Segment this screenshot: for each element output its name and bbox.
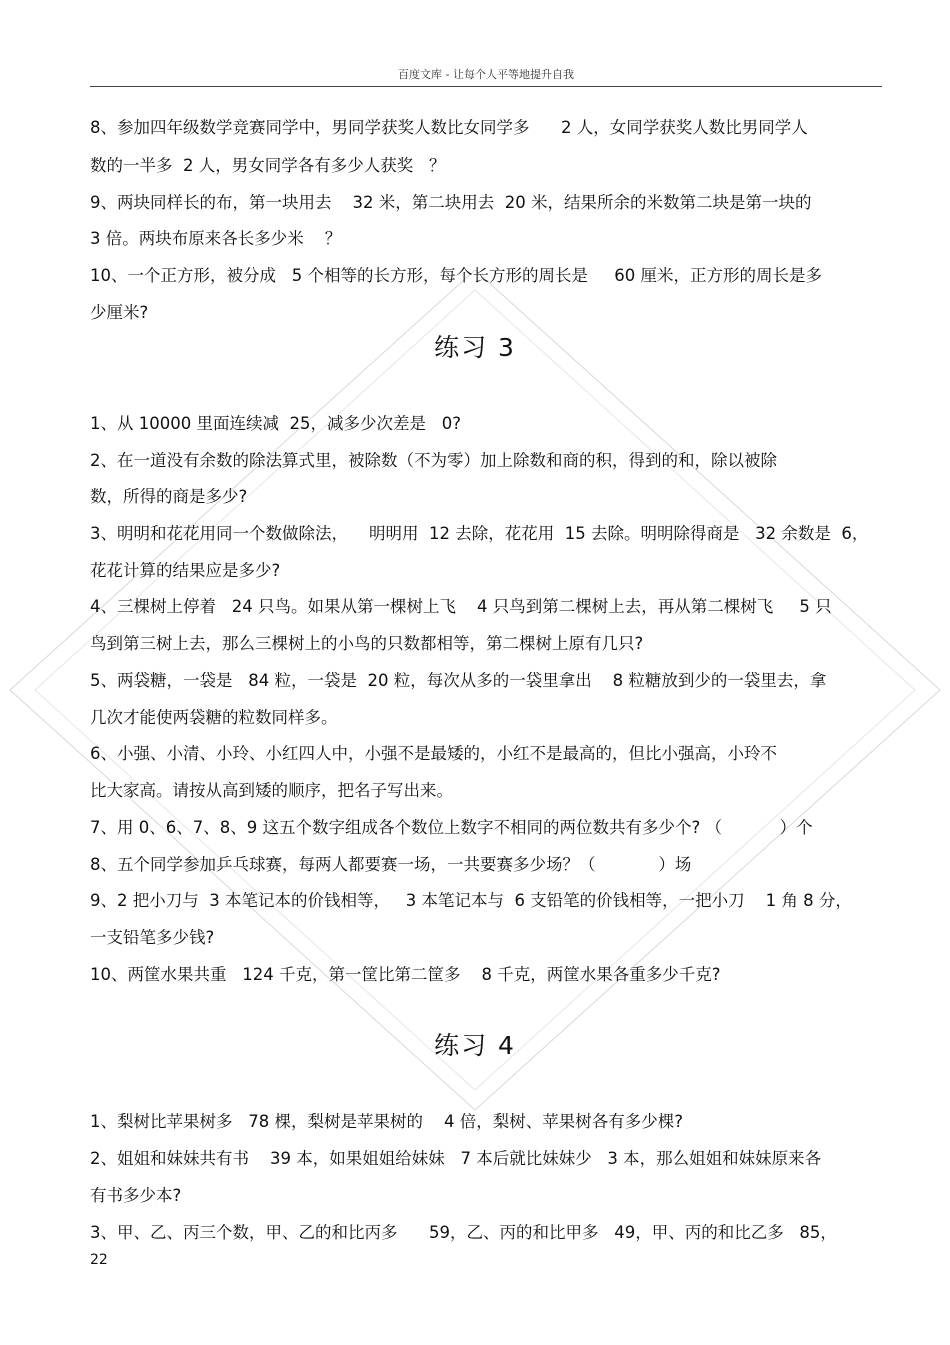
question-line: 10、两筐水果共重 124 千克，第一筐比第二筐多 8 千克，两筐水果各重多少千克? xyxy=(90,965,721,984)
question-line: 花花计算的结果应是多少? xyxy=(90,561,281,580)
question-line: 5、两袋糖，一袋是 84 粒，一袋是 20 粒，每次从多的一袋里拿出 8 粒糖放到少的一袋里去，拿 xyxy=(90,671,827,690)
page-number: 22 xyxy=(90,1252,108,1268)
question-line: 7、用 0、6、7、8、9 这五个数字组成各个数位上数字不相同的两位数共有多少个? （ ）个 xyxy=(90,818,813,837)
question-line: 比大家高。请按从高到矮的顺序，把名子写出来。 xyxy=(90,781,453,800)
question-line: 6、小强、小清、小玲、小红四人中，小强不是最矮的，小红不是最高的，但比小强高，小玲不 xyxy=(90,744,777,763)
running-header: 百度文库 - 让每个人平等地提升自我 xyxy=(398,68,574,81)
question-line: 9、两块同样长的布，第一块用去 32 米，第二块用去 20 米，结果所余的米数第二块是第一块的 xyxy=(90,193,812,212)
question-line: 有书多少本? xyxy=(90,1186,182,1205)
question-line: 2、姐姐和妹妹共有书 39 本，如果姐姐给妹妹 7 本后就比妹妹少 3 本，那么姐姐和妹妹原来各 xyxy=(90,1149,822,1168)
question-line: 几次才能使两袋糖的粒数同样多。 xyxy=(90,708,338,727)
question-line: 少厘米? xyxy=(90,303,149,322)
question-line: 3、甲、乙、丙三个数，甲、乙的和比丙多 59，乙、丙的和比甲多 49，甲、丙的和比乙多 85， xyxy=(90,1223,837,1242)
question-line: 3、明明和花花用同一个数做除法， 明明用 12 去除，花花用 15 去除。明明除得商是 32 余数是 6， xyxy=(90,524,869,543)
question-line: 1、从 10000 里面连续减 25，减多少次差是 0? xyxy=(90,414,461,433)
exercise-3-title: 练习 3 xyxy=(434,333,516,362)
header-divider xyxy=(90,86,882,87)
question-line: 8、参加四年级数学竞赛同学中，男同学获奖人数比女同学多 2 人，女同学获奖人数比男同学人 xyxy=(90,118,808,137)
question-line: 数，所得的商是多少? xyxy=(90,487,248,506)
question-line: 一支铅笔多少钱? xyxy=(90,928,215,947)
exercise-4-title: 练习 4 xyxy=(434,1031,516,1060)
question-line: 1、梨树比苹果树多 78 棵，梨树是苹果树的 4 倍，梨树、苹果树各有多少棵? xyxy=(90,1112,683,1131)
question-line: 9、2 把小刀与 3 本笔记本的价钱相等， 3 本笔记本与 6 支铅笔的价钱相等，一把小刀 1 角 8 分， xyxy=(90,891,852,910)
question-line: 10、一个正方形，被分成 5 个相等的长方形，每个长方形的周长是 60 厘米，正方形的周长是多 xyxy=(90,266,822,285)
question-line: 3 倍。两块布原来各长多少米 ？ xyxy=(90,229,342,248)
question-line: 数的一半多 2 人，男女同学各有多少人获奖 ？ xyxy=(90,156,446,175)
question-line: 8、五个同学参加乒乓球赛，每两人都要赛一场，一共要赛多少场？（ ）场 xyxy=(90,855,692,874)
question-line: 4、三棵树上停着 24 只鸟。如果从第一棵树上飞 4 只鸟到第二棵树上去，再从第二棵树飞 5 只 xyxy=(90,597,832,616)
question-line: 鸟到第三树上去，那么三棵树上的小鸟的只数都相等，第二棵树上原有几只? xyxy=(90,634,644,653)
question-line: 2、在一道没有余数的除法算式里，被除数（不为零）加上除数和商的积，得到的和，除以被除 xyxy=(90,451,777,470)
